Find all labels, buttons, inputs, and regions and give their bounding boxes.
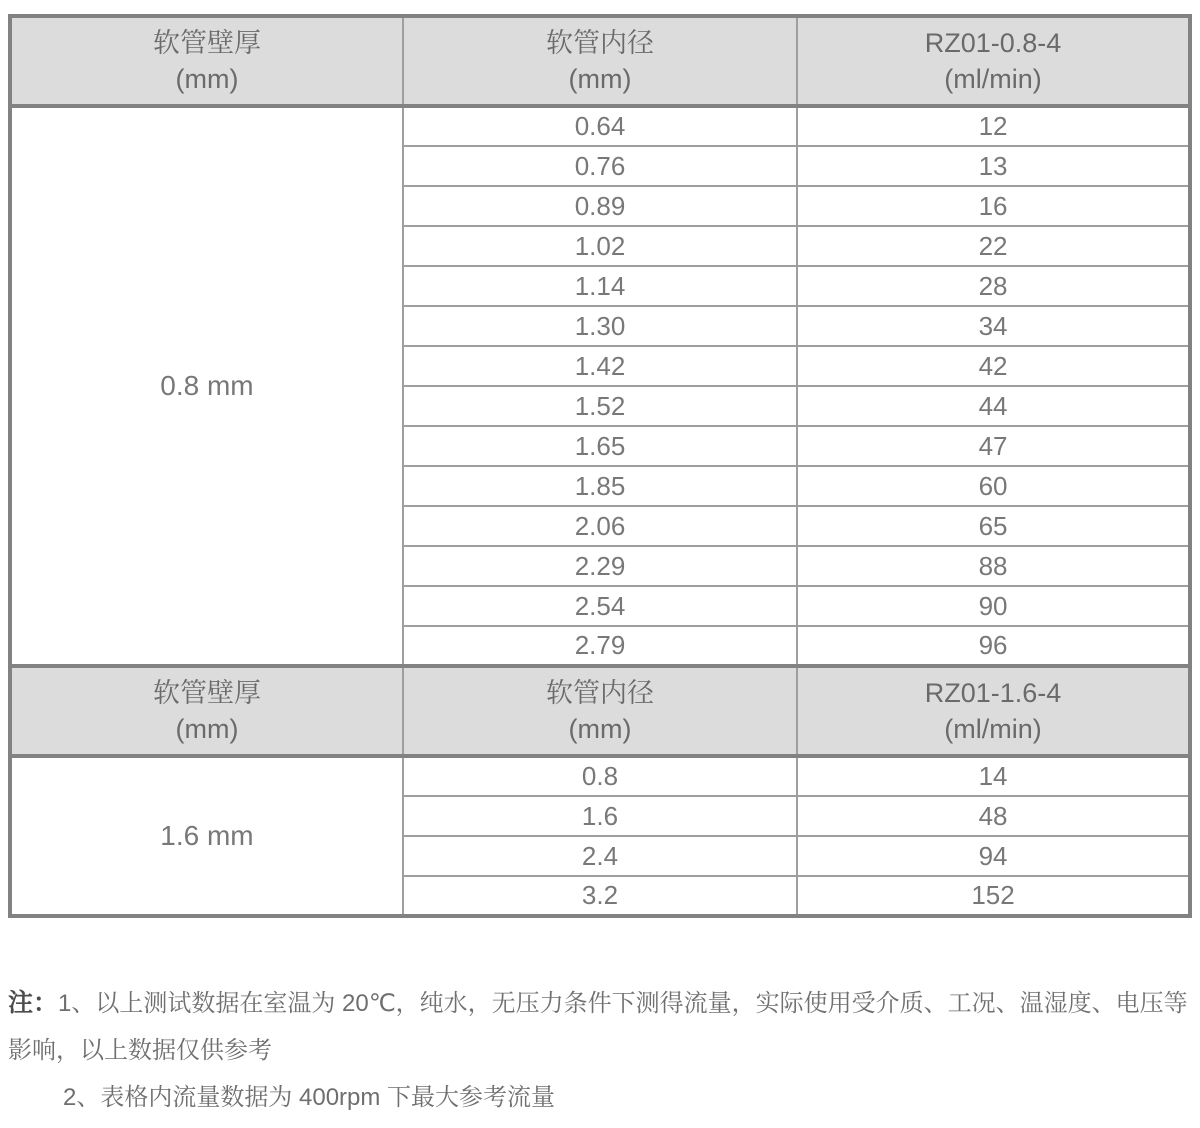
flow-rate-cell: 47 xyxy=(797,426,1190,466)
header-line: RZ01-0.8-4 xyxy=(924,28,1062,58)
header-unit: (mm) xyxy=(568,714,632,744)
inner-diameter-cell: 0.8 xyxy=(403,756,797,796)
inner-diameter-cell: 1.85 xyxy=(403,466,797,506)
inner-diameter-cell: 2.29 xyxy=(403,546,797,586)
inner-diameter-cell: 1.30 xyxy=(403,306,797,346)
header-unit: (mm) xyxy=(175,714,239,744)
header-wall-thickness xyxy=(10,666,403,756)
flow-rate-cell: 152 xyxy=(797,876,1190,916)
flow-rate-cell: 16 xyxy=(797,186,1190,226)
header-line: 软管内径 xyxy=(545,28,654,58)
header-line: 软管壁厚 xyxy=(152,678,261,708)
flow-rate-cell: 34 xyxy=(797,306,1190,346)
flow-rate-cell: 14 xyxy=(797,756,1190,796)
flow-rate-cell: 90 xyxy=(797,586,1190,626)
inner-diameter-cell: 2.06 xyxy=(403,506,797,546)
header-wall-thickness xyxy=(10,16,403,106)
inner-diameter-cell: 0.64 xyxy=(403,106,797,146)
inner-diameter-cell: 1.02 xyxy=(403,226,797,266)
inner-diameter-cell: 2.79 xyxy=(403,626,797,666)
header-model-rz01-1-6-4 xyxy=(797,666,1190,756)
header-unit: (mm) xyxy=(175,64,239,94)
header-model-rz01-0-8-4 xyxy=(797,16,1190,106)
flow-rate-cell: 12 xyxy=(797,106,1190,146)
header-unit: (ml/min) xyxy=(944,64,1042,94)
flow-rate-cell: 28 xyxy=(797,266,1190,306)
header-line: RZ01-1.6-4 xyxy=(924,678,1062,708)
notes-block xyxy=(8,980,1192,1121)
header-unit: (mm) xyxy=(568,64,632,94)
inner-diameter-cell: 1.52 xyxy=(403,386,797,426)
wall-thickness-cell: 0.8 mm xyxy=(10,106,403,666)
inner-diameter-cell: 1.14 xyxy=(403,266,797,306)
note-label: 注： xyxy=(8,989,59,1017)
flow-rate-cell: 60 xyxy=(797,466,1190,506)
inner-diameter-cell: 2.54 xyxy=(403,586,797,626)
flow-rate-cell: 65 xyxy=(797,506,1190,546)
table-row xyxy=(10,106,1190,146)
note-2: 2、表格内流量数据为 400rpm 下最大参考流量 xyxy=(63,1084,556,1111)
header-line: 软管内径 xyxy=(545,678,654,708)
header-line: 软管壁厚 xyxy=(152,28,261,58)
header-inner-diameter xyxy=(403,666,797,756)
note-1 xyxy=(8,980,1192,1074)
flow-rate-cell: 13 xyxy=(797,146,1190,186)
inner-diameter-cell: 1.65 xyxy=(403,426,797,466)
inner-diameter-cell: 1.6 xyxy=(403,796,797,836)
table-row xyxy=(10,756,1190,796)
header-inner-diameter xyxy=(403,16,797,106)
flow-rate-cell: 42 xyxy=(797,346,1190,386)
flow-rate-cell: 94 xyxy=(797,836,1190,876)
flow-rate-cell: 88 xyxy=(797,546,1190,586)
flow-rate-cell: 22 xyxy=(797,226,1190,266)
wall-thickness-cell: 1.6 mm xyxy=(10,756,403,916)
flow-rate-table xyxy=(8,14,1192,918)
flow-rate-cell: 44 xyxy=(797,386,1190,426)
inner-diameter-cell: 1.42 xyxy=(403,346,797,386)
flow-rate-cell: 96 xyxy=(797,626,1190,666)
inner-diameter-cell: 0.89 xyxy=(403,186,797,226)
table-header-row-2 xyxy=(10,666,1190,756)
inner-diameter-cell: 0.76 xyxy=(403,146,797,186)
inner-diameter-cell: 2.4 xyxy=(403,836,797,876)
header-unit: (ml/min) xyxy=(944,714,1042,744)
inner-diameter-cell: 3.2 xyxy=(403,876,797,916)
note-1-text: 1、以上测试数据在室温为 20℃，纯水，无压力条件下测得流量，实际使用受介质、工况、温湿度、电压等影响，以上数据仅供参考 xyxy=(8,990,1188,1064)
table-header-row-1 xyxy=(10,16,1190,106)
flow-rate-cell: 48 xyxy=(797,796,1190,836)
